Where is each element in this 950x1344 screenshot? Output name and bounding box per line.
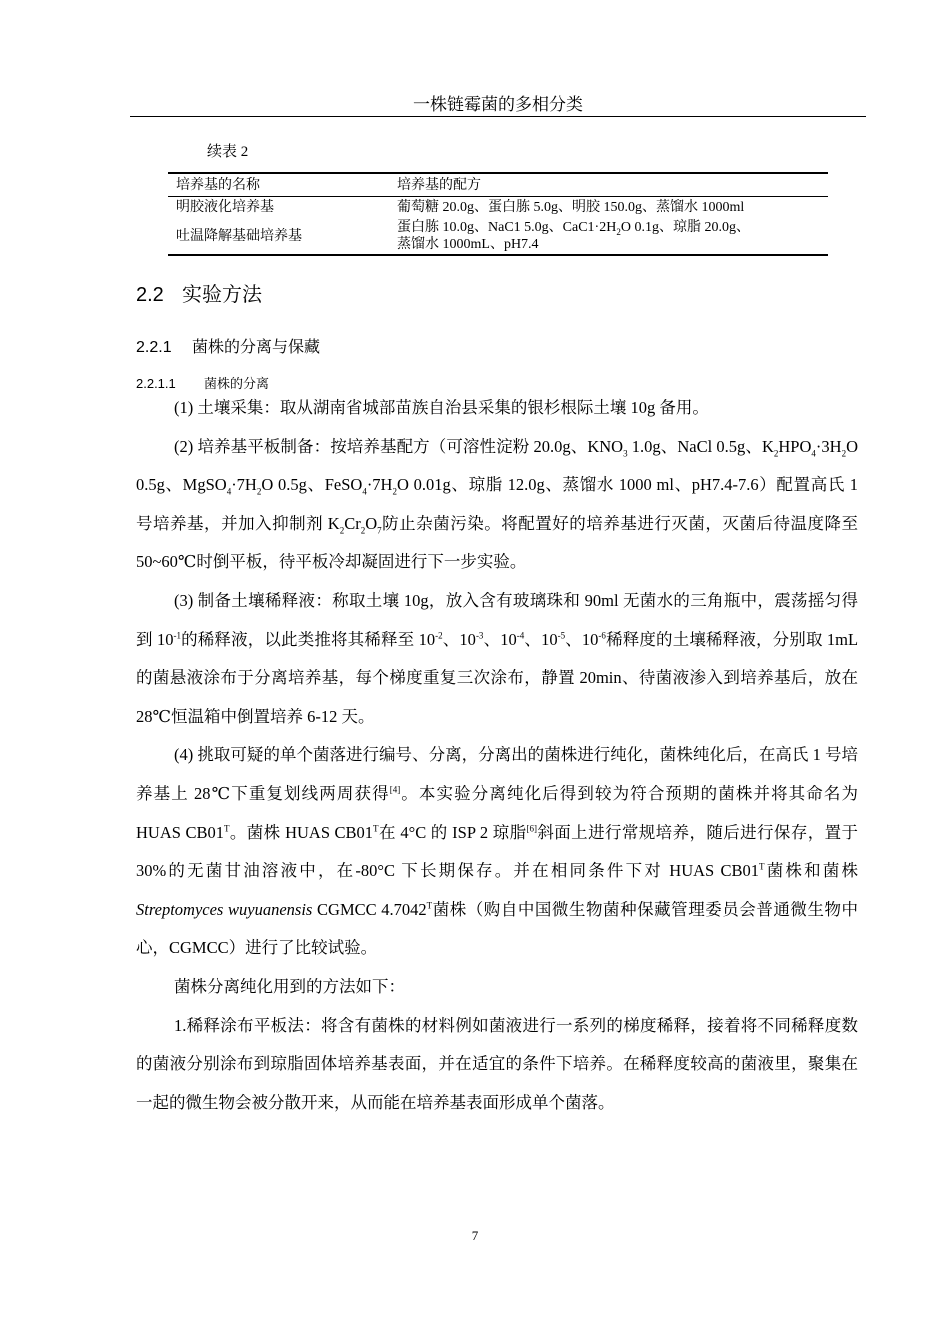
- table-caption: 续表 2: [207, 144, 249, 160]
- medium-recipe: 葡萄糖 20.0g、蛋白胨 5.0g、明胶 150.0g、蒸馏水 1000ml: [397, 200, 745, 215]
- running-header: 一株链霉菌的多相分类: [130, 90, 866, 117]
- table-row: [168, 217, 828, 255]
- column-header-recipe: 培养基的配方: [389, 173, 828, 197]
- paragraph-methods-intro: 菌株分离纯化用到的方法如下：: [174, 976, 405, 996]
- column-header-name: 培养基的名称: [168, 173, 389, 197]
- page-number: 7: [471, 1228, 479, 1243]
- paragraph-soil-dilution: (3) 制备土壤稀释液：称取土壤 10g，放入含有玻璃珠和 90ml 无菌水的三角瓶中，震荡摇匀得到 $10^{-1}$的稀释液，以此类推将其稀释至 $10^{-2}$、$10^{-3}$、$10^{-4}$、$10^{-5}$、$10^{-6}$稀释度的土壤稀释液，分别取 1mL 的菌悬液涂布于分离培养基，每个梯度重复三次涂布，静置 20min、待菌液渗入到培养基后，放在 28℃恒温箱中倒置培养 6-12 天。: [136, 590, 859, 726]
- medium-name: 明胶液化培养基: [176, 200, 274, 215]
- paragraph-strain-purification: (4) 挑取可疑的单个菌落进行编号、分离，分离出的菌株进行纯化，菌株纯化后，在高氏 1 号培养基上 28℃下重复划线两周获得[4]。本实验分离纯化后得到较为符合预期的菌株并将其命名为 HUAS $CB01^T$。菌株 HUAS $CB01^T$在 4°C 的 ISP 2 琼脂[6]斜面上进行常规培养，随后进行保存，置于 30%的无菌甘油溶液中，在-80°C 下长期保存。并在相同条件下对 HUAS $CB01^T$菌株和菌株 Streptomyces wuyuanensis CGMCC $4.7042^T$菌株（购自中国微生物菌种保藏管理委员会普通微生物中心，CGMCC）进行了比较试验。: [136, 745, 859, 958]
- medium-recipe: 蛋白胨 10.0g、NaC1 5.0g、$CaC1\cdot 2H_2O$ 0.1g、琼脂 20.0g、 蒸馏水 1000mL、pH7.4: [397, 220, 750, 252]
- subsubsection-heading: 2.2.1.1 菌株的分离: [136, 376, 270, 391]
- section-heading: 2.2 实验方法: [136, 284, 262, 306]
- paragraph-plate-preparation: (2) 培养基平板制备：按培养基配方（可溶性淀粉 20.0g、$KNO_3$ 1.0g、NaCl 0.5g、$K_2HPO_4\cdot 3H_2O$ 0.5g、$MgSO_4\cdot 7H_2O$ 0.5g、$FeSO_4\cdot 7H_2O$ 0.01g、琼脂 12.0g、蒸馏水 1000 ml、pH7.4-7.6）配置高氏 1 号培养基，并加入抑制剂 $K_2Cr_2O_7$防止杂菌污染。将配置好的培养基进行灭菌，灭菌后待温度降至 50~60℃时倒平板，待平板冷却凝固进行下一步实验。: [136, 436, 859, 572]
- paragraph-soil-collection: (1) 土壤采集：取从湖南省城部苗族自治县采集的银杉根际土壤 10g 备用。: [174, 398, 709, 417]
- paragraph-dilution-plating: 1.稀释涂布平板法：将含有菌株的材料例如菌液进行一系列的梯度稀释，接着将不同稀释度数的菌液分别涂布到琼脂固体培养基表面，并在适宜的条件下培养。在稀释度较高的菌液里，聚集在一起的微生物会被分散开来，从而能在培养基表面形成单个菌落。: [136, 1015, 858, 1112]
- table-row: [168, 197, 828, 218]
- table-header-row: [168, 173, 828, 197]
- subsection-heading: 2.2.1 菌株的分离与保藏: [136, 339, 321, 356]
- medium-recipe-table: [168, 172, 828, 256]
- body-text: [136, 389, 858, 1122]
- medium-name: 吐温降解基础培养基: [176, 228, 302, 244]
